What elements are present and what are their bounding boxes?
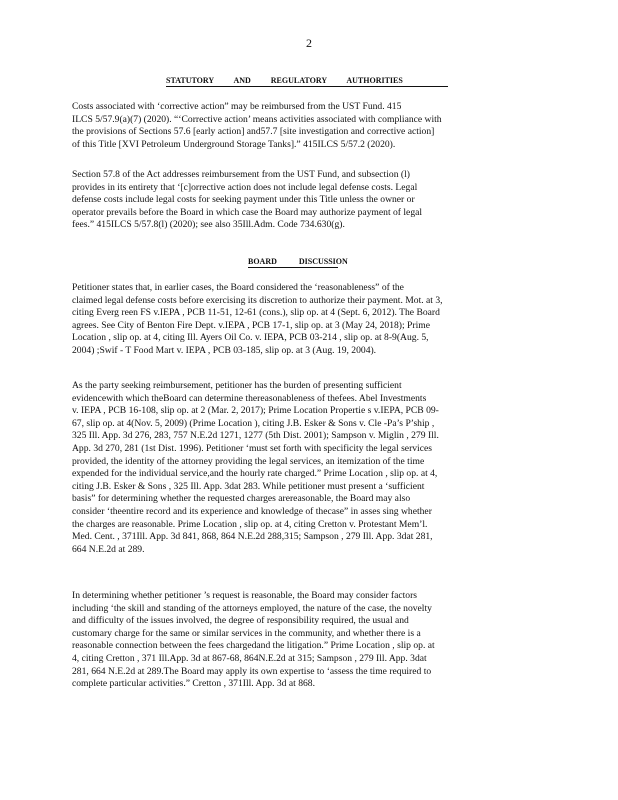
text-line: evidencewith which theBoard can determine thereasonableness of thefees. Abel Investments	[72, 392, 427, 404]
text-line: Costs associated with ‘corrective action” may be reimbursed from the UST Fund. 415	[72, 101, 402, 112]
text-line: consider ‘theentire record and its experience and knowledge of thecase” in asses sing whether	[72, 505, 432, 517]
text-line: v. IEPA , PCB 16-108, slip op. at 2 (Mar. 2, 2017); Prime Location Propertie s v.IEPA, PCB 09-	[72, 405, 439, 417]
text-line: citing Everg reen FS v.IEPA , PCB 11-51, 12-61 (cons.), slip op. at 4 (Sept. 6, 2012). The Board	[72, 307, 440, 319]
paragraph-4	[72, 380, 538, 556]
page-number: 2	[306, 36, 312, 50]
text-line: and difficulty of the issues involved, the degree of responsibility required, the usual and	[72, 615, 409, 627]
text-line: Petitioner states that, in earlier cases, the Board considered the ‘reasonableness” of the	[72, 282, 404, 293]
text-line: 281, 664 N.E.2d at 289.The Board may apply its own expertise to ‘assess the time required to	[72, 665, 432, 677]
text-line: basis” for determining whether the requested charges arereasonable, the Board may also	[72, 493, 411, 505]
text-line: Med. Cent. , 371Ill. App. 3d 841, 868, 864 N.E.2d 288,315; Sampson , 279 Ill. App. 3dat 281,	[72, 531, 433, 543]
text-line: 664 N.E.2d at 289.	[72, 543, 145, 555]
text-line: including ‘the skill and standing of the attorneys employed, the nature of the case, the novelty	[72, 602, 432, 614]
heading-statutory-authorities: STATUTORY AND REGULATORY AUTHORITIES	[166, 76, 448, 87]
text-line: operator prevails before the Board in which case the Board may authorize payment of legal	[72, 206, 423, 218]
paragraph-1	[72, 101, 538, 151]
heading-board-discussion: BOARD DISCUSSION	[248, 257, 348, 266]
paragraph-3	[72, 282, 538, 358]
text-line: As the party seeking reimbursement, petitioner has the burden of presenting sufficient	[72, 380, 402, 391]
text-line: App. 3d 270, 281 (1st Dist. 1996). Petitioner ‘must set forth with specificity the legal services	[72, 442, 432, 454]
text-line: the provisions of Sections 57.6 [early action] and57.7 [site investigation and corrective action]	[72, 126, 435, 138]
text-line: agrees. See City of Benton Fire Dept. v.IEPA , PCB 17-1, slip op. at 3 (May 24, 2018); Prime	[72, 319, 430, 331]
text-line: provided, the identity of the attorney providing the legal services, an itemization of the time	[72, 455, 425, 467]
text-line: Location , slip op. at 4, citing Ill. Ayers Oil Co. v. IEPA, PCB 03-214 , slip op. at 8-9(Aug. 5,	[72, 332, 429, 344]
text-line: defense costs include legal costs for seeking payment under this Title unless the owner or	[72, 194, 415, 206]
paragraph-2	[72, 169, 538, 232]
text-line: customary charge for the same or similar services in the community, and whether there is a	[72, 627, 421, 639]
text-line: provides in its entirety that ‘[c]orrective action does not include legal defense costs. Legal	[72, 181, 418, 193]
text-line: reasonable connection between the fees chargedand the litigation.” Prime Location , slip op. at	[72, 640, 435, 652]
text-line: In determining whether petitioner ’s request is reasonable, the Board may consider factors	[72, 590, 417, 601]
text-line: claimed legal defense costs before exercising its discretion to authorize their payment. Mot. at 3,	[72, 294, 443, 306]
text-line: citing J.B. Esker & Sons , 325 Ill. App. 3dat 283. While petitioner must present a ‘sufficient	[72, 480, 425, 492]
text-line: expended for the individual service,and the hourly rate charged.” Prime Location , slip op. at 4,	[72, 468, 438, 480]
text-line: of this Title [XVI Petroleum Underground Storage Tanks].” 415ILCS 5/57.2 (2020).	[72, 138, 396, 150]
text-line: ILCS 5/57.9(a)(7) (2020). “‘Corrective action’ means activities associated with compliance with	[72, 113, 442, 125]
text-line: fees.” 415ILCS 5/57.8(l) (2020); see also 35Ill.Adm. Code 734.630(g).	[72, 219, 345, 231]
text-line: 325 Ill. App. 3d 276, 283, 757 N.E.2d 1271, 1277 (5th Dist. 2001); Sampson v. Miglin , 279 Ill.	[72, 430, 439, 442]
text-line: 67, slip op. at 4(Nov. 5, 2009) (Prime Location ), citing J.B. Esker & Sons v. Cle -Pa’s P’ship ,	[72, 417, 435, 429]
text-line: complete particular activities.” Cretton , 371Ill. App. 3d at 868.	[72, 678, 315, 690]
text-line: 2004) ;Swif - T Food Mart v. IEPA , PCB 03-185, slip op. at 3 (Aug. 19, 2004).	[72, 344, 377, 356]
paragraph-5	[72, 590, 538, 691]
text-line: Section 57.8 of the Act addresses reimbursement from the UST Fund, and subsection (l)	[72, 169, 410, 180]
text-line: the charges are reasonable. Prime Location , slip op. at 4, citing Cretton v. Protestant Mem’l.	[72, 518, 428, 530]
text-line: 4, citing Cretton , 371 Ill.App. 3d at 867-68, 864N.E.2d at 315; Sampson , 279 Ill. App. 3dat	[72, 652, 427, 664]
